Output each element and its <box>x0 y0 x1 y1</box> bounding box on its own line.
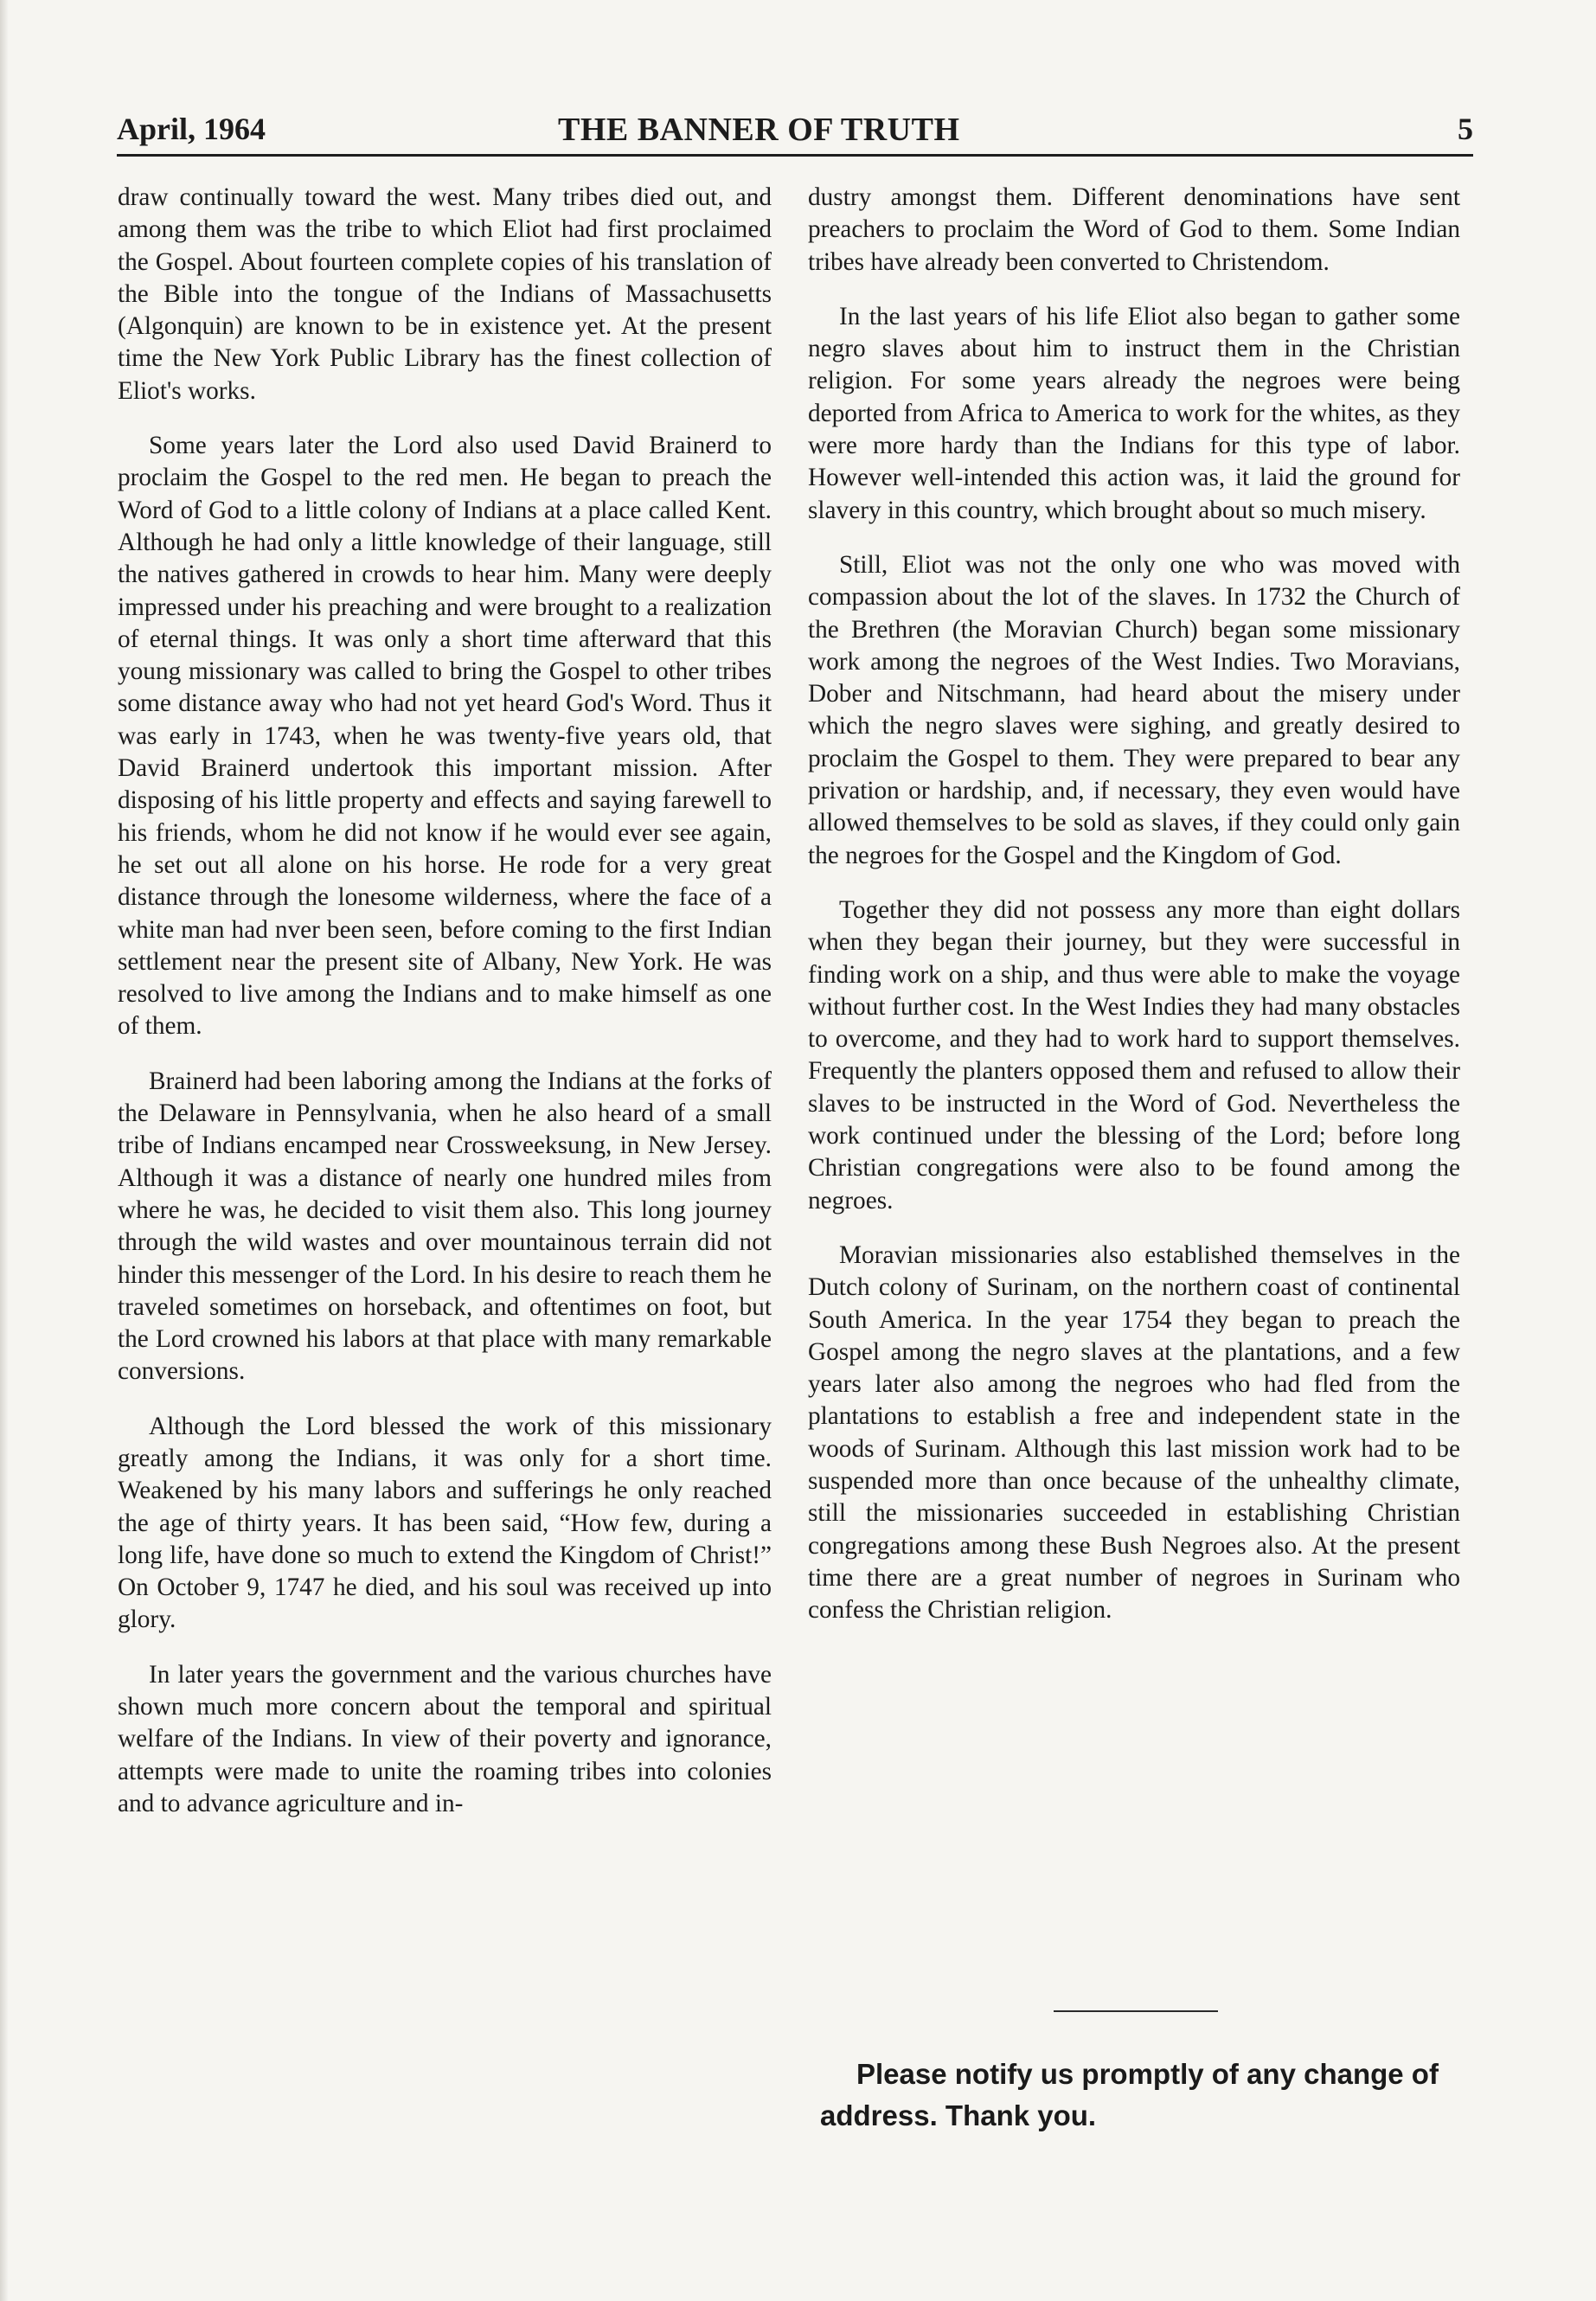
page-number: 5 <box>1458 112 1473 146</box>
paragraph: dustry amongst them. Different denominations have sent preachers to proclaim the Word of God to them. Some Indian tribes have already been converted to Christendom. <box>808 183 1460 276</box>
paragraph: Together they did not possess any more than eight dollars when they began their journey, but they were successful in finding work on a ship, and thus were able to make the voyage without further cost. In the West Indies they had many obstacles to overcome, and they had to work hard to support themselves. Frequently the planters opposed them and refused to allow their slaves to be instructed in the Word of God. Nevertheless the work continued under the blessing of the Lord; before long Christian congregations were also to be found among the negroes. <box>808 895 1460 1215</box>
paragraph: In later years the government and the various churches have shown much more concern about the temporal and spiritual welfare of the Indians. In view of their poverty and ignorance, attempts were made to unite the roaming tribes into colonies and to advance agriculture and in- <box>118 1660 772 1817</box>
address-change-notice: Please notify us promptly of any change of address. Thank you. <box>820 2058 1439 2131</box>
publication-title: THE BANNER OF TRUTH <box>558 112 960 148</box>
header-rule <box>117 154 1473 157</box>
issue-date: April, 1964 <box>117 112 266 146</box>
paragraph: Some years later the Lord also used David Brainerd to proclaim the Gospel to the red men. He began to preach the Word of God to a little colony of Indians at a place called Kent. Although he had only a little knowledge of their language, still the natives gathered in crowds to hear him. Many were deeply impressed under his preaching and were brought to a realization of eternal things. It was only a short time afterward that this young missionary was called to bring the Gospel to other tribes some distance away who had not yet heard God's Word. Thus it was early in 1743, when he was twenty-five years old, that David Brainerd undertook this important mission. After disposing of his little property and effects and saying farewell to his friends, whom he did not know if he would ever see again, he set out all alone on his horse. He rode for a very great distance through the lonesome wilderness, where the face of a white man had nver been seen, before coming to the first Indian settlement near the present site of Albany, New York. He was resolved to live among the Indians and to make himself as one of them. <box>118 432 772 1041</box>
paragraph: In the last years of his life Eliot also began to gather some negro slaves about him to instruct them in the Christian religion. For some years already the negroes were being deported from Africa to America to work for the whites, as they were more hardy than the Indians for this type of labor. However well-intended this action was, it laid the ground for slavery in this country, which brought about so much misery. <box>808 302 1460 524</box>
paragraph: Moravian missionaries also established themselves in the Dutch colony of Surinam, on the northern coast of continental South America. In the year 1754 they began to preach the Gospel among the negro slaves at the plantations, and a few years later also among the negroes who had fled from the plantations to establish a free and independent state in the woods of Surinam. Although this last mission work had to be suspended more than once because of the unhealthy climate, still the missionaries succeeded in establishing Christian congregations among these Bush Negroes also. At the present time there are a great number of negroes in Surinam who confess the Christian religion. <box>808 1240 1460 1625</box>
paragraph: Still, Eliot was not the only one who was moved with compassion about the lot of the slaves. In 1732 the Church of the Brethren (the Moravian Church) began some missionary work among the negroes of the West Indies. Two Moravians, Dober and Nitschmann, had heard about the misery under which the negro slaves were sighing, and greatly desired to proclaim the Gospel to them. They were prepared to bear any privation or hardship, and, if necessary, they even would have allowed themselves to be sold as slaves, if they could only gain the negroes for the Gospel and the Kingdom of God. <box>808 550 1460 869</box>
paragraph: Although the Lord blessed the work of this missionary greatly among the Indians, it was only for a short time. Weakened by his many labors and sufferings he only reached the age of thirty years. It has been said, “How few, during a long life, have done so much to extend the Kingdom of Christ!” On October 9, 1747 he died, and his soul was received up into glory. <box>118 1412 772 1634</box>
paragraph: Brainerd had been laboring among the Indians at the forks of the Delaware in Pennsylvania, when he also heard of a small tribe of Indians encamped near Crossweeksung, in New Jersey. Although it was a distance of nearly one hundred miles from where he was, he decided to visit them also. This long journey through the wild wastes and over mountainous terrain did not hinder this messenger of the Lord. In his desire to reach them he traveled sometimes on horseback, and oftentimes on foot, but the Lord crowned his labors at that place with many remarkable conversions. <box>118 1067 772 1386</box>
scan-edge <box>0 0 9 2301</box>
section-divider <box>1054 2010 1218 2012</box>
right-column <box>808 182 1460 1649</box>
left-column <box>118 182 772 1843</box>
running-header <box>117 109 1473 154</box>
paragraph: draw continually toward the west. Many tribes died out, and among them was the tribe to which Eliot had first proclaimed the Gospel. About fourteen complete copies of his translation of the Bible into the tongue of the Indians of Massachusetts (Algonquin) are known to be in existence yet. At the present time the New York Public Library has the finest collection of Eliot's works. <box>118 183 772 405</box>
